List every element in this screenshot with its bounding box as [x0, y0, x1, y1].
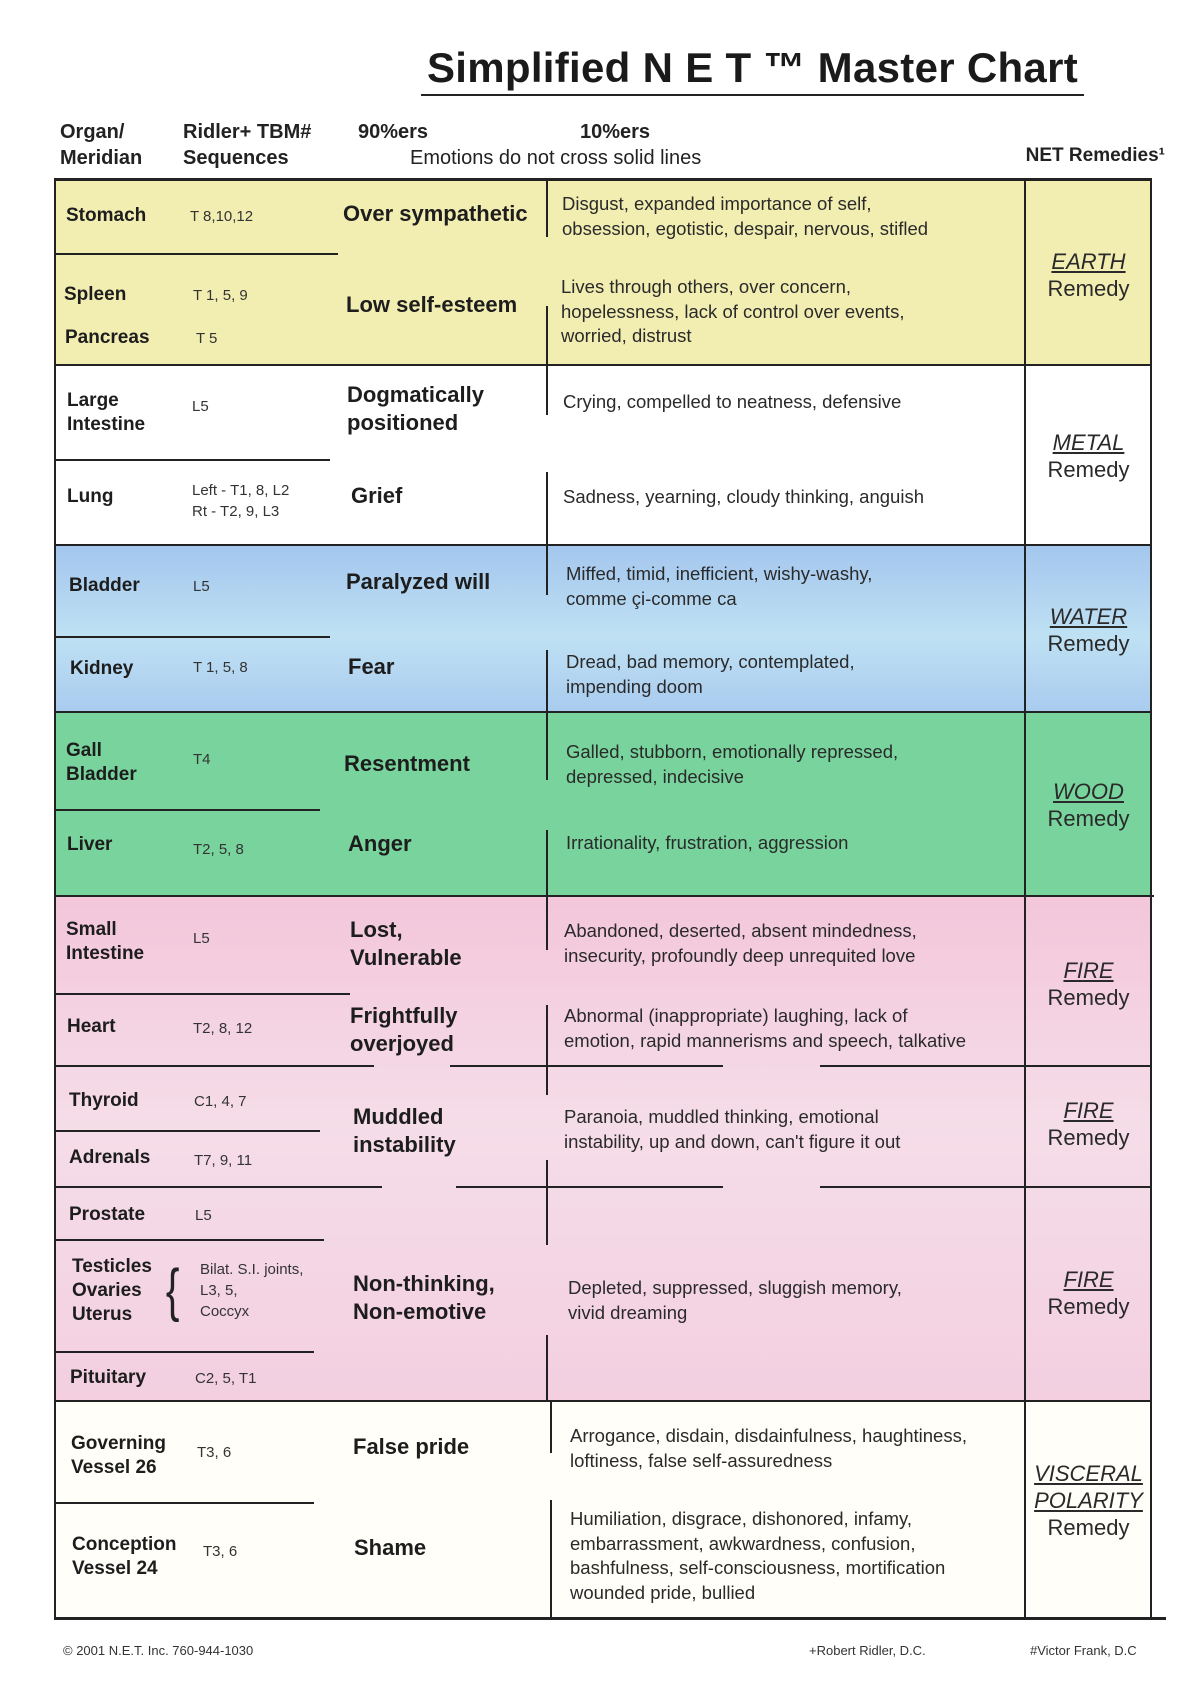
emotion-shame: Shame [354, 1535, 427, 1560]
emotion-resentment: Resentment [344, 751, 470, 776]
header-remedies: NET Remedies¹ [1025, 145, 1165, 166]
description-muddled-instability: Paranoia, muddled thinking, emotional instability, up and down, can't figure it out [564, 1106, 901, 1152]
sequence-pituitary: C2, 5, T1 [195, 1370, 257, 1387]
emotion-grief: Grief [351, 483, 403, 508]
sequence-reproductive: Bilat. S.I. joints, L3, 5, Coccyx [200, 1261, 304, 1320]
sequence-lung: Left - T1, 8, L2 Rt - T2, 9, L3 [192, 482, 290, 520]
description-shame: Humiliation, disgrace, dishonored, infamy, embarrassment, awkwardness, confusion, bashfulness, self-consciousness, mortification wounded pride, bullied [570, 1508, 946, 1603]
remedy-metal-element: METAL [1052, 430, 1125, 455]
organ-pancreas: Pancreas [65, 327, 150, 348]
organ-governing-vessel: Governing Vessel 26 [71, 1433, 167, 1478]
organ-kidney: Kidney [70, 658, 134, 679]
description-dogmatically-positioned: Crying, compelled to neatness, defensive [563, 391, 902, 412]
description-fear: Dread, bad memory, contemplated, impending doom [566, 651, 855, 697]
remedy-earth [1025, 248, 1152, 302]
sequence-bladder: L5 [193, 578, 210, 595]
remedy-fire-2 [1025, 1097, 1152, 1151]
remedy-fire-2-element: FIRE [1063, 1098, 1114, 1123]
header-sequences: Ridler+ TBM# Sequences [183, 121, 312, 169]
title-underline [421, 94, 1084, 96]
description-anger: Irrationality, frustration, aggression [566, 832, 849, 853]
sequence-small-intestine: L5 [193, 930, 210, 947]
organ-liver: Liver [67, 834, 113, 855]
sequence-pancreas: T 5 [196, 330, 218, 347]
organ-spleen: Spleen [64, 284, 127, 305]
description-frightfully-overjoyed: Abnormal (inappropriate) laughing, lack of emotion, rapid mannerisms and speech, talkative [564, 1005, 967, 1051]
remedy-fire-1-label: Remedy [1047, 985, 1130, 1010]
remedy-fire-1 [1025, 957, 1152, 1011]
remedy-wood [1025, 778, 1152, 832]
organ-lung: Lung [67, 486, 114, 507]
remedy-column-divider [1024, 178, 1026, 1618]
sequence-kidney: T 1, 5, 8 [193, 659, 248, 676]
brace-icon: { [165, 1258, 180, 1323]
remedy-visceral-element: VISCERAL POLARITY [1034, 1461, 1143, 1513]
organ-large-intestine: Large Intestine [67, 390, 146, 435]
organ-stomach: Stomach [66, 205, 147, 226]
description-low-self-esteem: Lives through others, over concern, hopelessness, lack of control over events, worried, distrust [561, 276, 905, 346]
organ-small-intestine: Small Intestine [66, 919, 145, 964]
sequence-governing-vessel: T3, 6 [197, 1444, 232, 1461]
sequence-heart: T2, 8, 12 [193, 1020, 253, 1037]
remedy-visceral-polarity [1025, 1460, 1152, 1541]
header-90-percenters: 90%ers [358, 121, 429, 143]
header-10-percenters: 10%ers [580, 121, 651, 143]
description-false-pride: Arrogance, disdain, disdainfulness, haughtiness, loftiness, false self-assuredness [570, 1425, 967, 1471]
organ-thyroid: Thyroid [69, 1090, 139, 1111]
description-lost-vulnerable: Abandoned, deserted, absent mindedness, insecurity, profoundly deep unrequited love [564, 920, 917, 966]
organ-gall-bladder: Gall Bladder [66, 740, 137, 785]
emotion-frightfully-overjoyed: Frightfully overjoyed [350, 1003, 458, 1056]
remedy-metal [1025, 429, 1152, 483]
remedy-fire-3-label: Remedy [1047, 1294, 1130, 1319]
organ-pituitary: Pituitary [70, 1367, 147, 1388]
emotion-paralyzed-will: Paralyzed will [346, 569, 491, 594]
organ-adrenals: Adrenals [69, 1147, 151, 1168]
emotion-muddled-instability: Muddled instability [353, 1104, 456, 1157]
emotion-false-pride: False pride [353, 1434, 470, 1459]
remedy-fire-3-element: FIRE [1063, 1267, 1114, 1292]
emotion-over-sympathetic: Over sympathetic [343, 201, 528, 226]
organ-conception-vessel: Conception Vessel 24 [72, 1534, 177, 1579]
sequence-spleen: T 1, 5, 9 [193, 287, 248, 304]
footer-ridler: +Robert Ridler, D.C. [809, 1643, 926, 1658]
sequence-liver: T2, 5, 8 [193, 841, 244, 858]
remedy-wood-label: Remedy [1047, 806, 1130, 831]
sequence-large-intestine: L5 [192, 398, 209, 415]
footer-frank: #Victor Frank, D.C [1030, 1643, 1137, 1658]
remedy-metal-label: Remedy [1047, 457, 1130, 482]
remedy-visceral-label: Remedy [1047, 1515, 1130, 1540]
remedy-fire-3 [1025, 1266, 1152, 1320]
remedy-water [1025, 603, 1152, 657]
header-organ: Organ/ Meridian [60, 121, 143, 169]
header-note: Emotions do not cross solid lines [410, 147, 702, 169]
sequence-thyroid: C1, 4, 7 [194, 1093, 247, 1110]
description-paralyzed-will: Miffed, timid, inefficient, wishy-washy, comme çi-comme ca [566, 563, 873, 609]
sequence-prostate: L5 [195, 1207, 212, 1224]
remedy-water-element: WATER [1049, 604, 1128, 629]
organ-reproductive: Testicles Ovaries Uterus [72, 1256, 152, 1325]
description-grief: Sadness, yearning, cloudy thinking, anguish [563, 486, 924, 507]
description-over-sympathetic: Disgust, expanded importance of self, obsession, egotistic, despair, nervous, stifled [562, 193, 929, 239]
description-non-thinking: Depleted, suppressed, sluggish memory, vivid dreaming [568, 1277, 902, 1323]
remedy-fire-1-element: FIRE [1063, 958, 1114, 983]
remedy-fire-2-label: Remedy [1047, 1125, 1130, 1150]
emotion-fear: Fear [348, 654, 395, 679]
organ-heart: Heart [67, 1016, 116, 1037]
emotion-non-thinking: Non-thinking, Non-emotive [353, 1271, 495, 1324]
sequence-adrenals: T7, 9, 11 [194, 1152, 253, 1169]
remedy-earth-label: Remedy [1047, 276, 1130, 301]
description-resentment: Galled, stubborn, emotionally repressed, depressed, indecisive [566, 741, 899, 787]
emotion-dogmatically-positioned: Dogmatically positioned [347, 382, 484, 435]
sequence-stomach: T 8,10,12 [190, 208, 254, 225]
remedy-earth-element: EARTH [1051, 249, 1126, 274]
emotion-anger: Anger [348, 831, 412, 856]
sequence-conception-vessel: T3, 6 [203, 1543, 238, 1560]
footer-copyright: © 2001 N.E.T. Inc. 760-944-1030 [63, 1643, 254, 1658]
emotion-low-self-esteem: Low self-esteem [346, 292, 518, 317]
page-title: Simplified N E T ™ Master Chart [426, 44, 1079, 91]
remedy-wood-element: WOOD [1053, 779, 1124, 804]
remedy-water-label: Remedy [1047, 631, 1130, 656]
organ-bladder: Bladder [69, 575, 140, 596]
emotion-lost-vulnerable: Lost, Vulnerable [350, 917, 462, 970]
organ-prostate: Prostate [69, 1204, 146, 1225]
sequence-gall-bladder: T4 [193, 751, 211, 768]
